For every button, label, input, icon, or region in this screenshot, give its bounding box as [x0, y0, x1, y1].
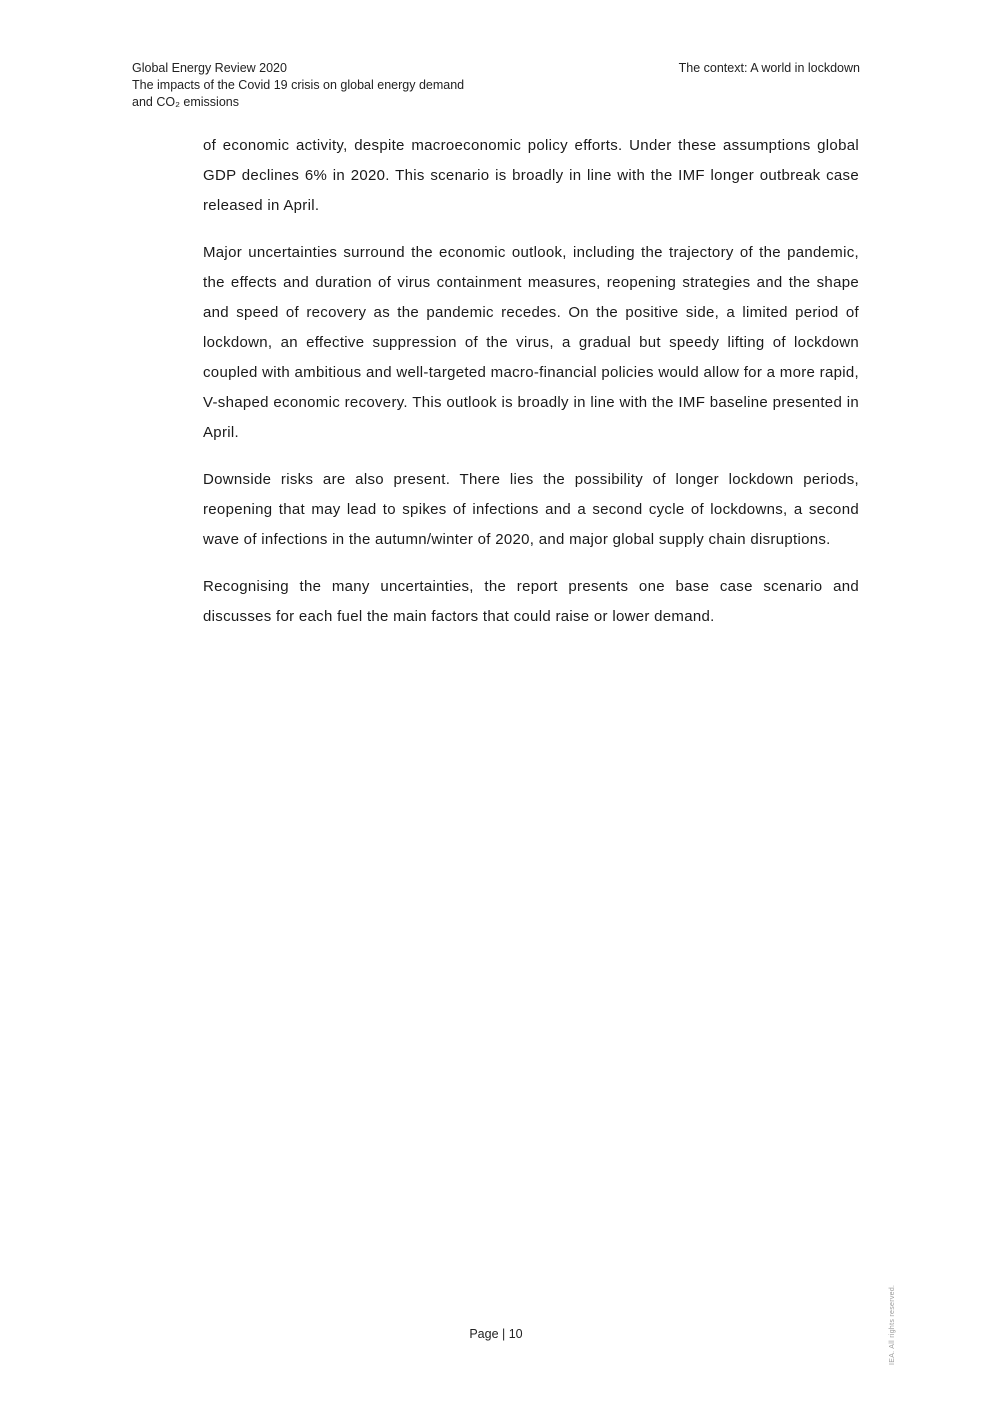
body-text — [203, 131, 859, 649]
paragraph: Major uncertainties surround the economic outlook, including the trajectory of the pandemic, the effects and duration of virus containment measures, reopening strategies and the shape and speed of recovery as the pandemic recedes. On the positive side, a limited period of lockdown, an effective suppression of the virus, a gradual but speedy lifting of lockdown coupled with ambitious and well-targeted macro-financial policies would allow for a more rapid, V-shaped economic recovery. This outlook is broadly in line with the IMF baseline presented in April. — [203, 244, 859, 441]
report-subtitle-line2: and CO₂ emissions — [132, 95, 239, 109]
section-title: The context: A world in lockdown — [678, 61, 860, 75]
paragraph: Downside risks are also present. There lies the possibility of longer lockdown periods, reopening that may lead to spikes of infections and a second cycle of lockdowns, a second wave of infections in the autumn/winter of 2020, and major global supply chain disruptions. — [203, 471, 859, 548]
page-number: Page | 10 — [469, 1327, 523, 1341]
report-header — [132, 60, 532, 111]
report-title: Global Energy Review 2020 — [132, 61, 287, 75]
paragraph: of economic activity, despite macroeconomic policy efforts. Under these assumptions global GDP declines 6% in 2020. This scenario is broadly in line with the IMF longer outbreak case released in April. — [203, 137, 859, 214]
paragraph: Recognising the many uncertainties, the report presents one base case scenario and discusses for each fuel the main factors that could raise or lower demand. — [203, 578, 859, 625]
copyright-notice: IEA. All rights reserved. — [889, 1284, 896, 1365]
report-subtitle-line1: The impacts of the Covid 19 crisis on global energy demand — [132, 78, 465, 92]
